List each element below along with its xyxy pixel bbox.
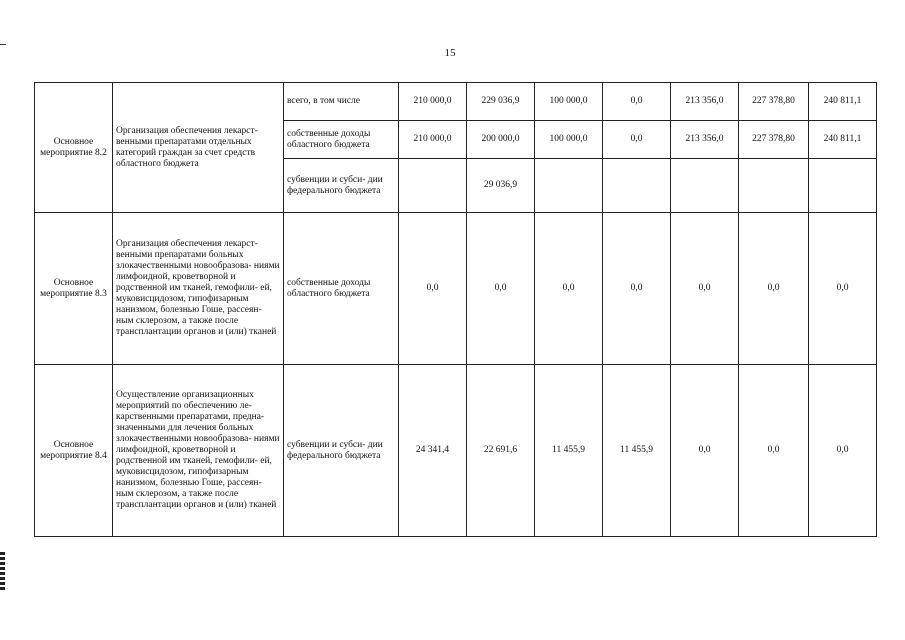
table-row xyxy=(35,83,877,121)
table-cell: 0,0 xyxy=(467,213,535,365)
scan-edge-mark xyxy=(0,552,5,590)
budget-table xyxy=(34,82,877,537)
table-cell xyxy=(399,159,467,213)
table-cell: 29 036,9 xyxy=(467,159,535,213)
table-row xyxy=(35,213,877,365)
table-cell: 0,0 xyxy=(603,121,671,159)
measure-description: Осуществление организационных мероприятий по обеспечению ле- карственными препаратами, предна- значенными для лечения больных злокачественными новообразова- ниями лимфоидной, кроветворной и родственной им тканей, гемофили- ей, муковисцидозом, гипофизарным нанизмом, болезнью Гоше, рассеян- ным склерозом, а также после трансплантации органов и (или) тканей xyxy=(113,365,284,537)
table-cell: 200 000,0 xyxy=(467,121,535,159)
table-cell: 0,0 xyxy=(535,213,603,365)
table-cell xyxy=(739,159,809,213)
table-cell: 240 811,1 xyxy=(809,83,877,121)
funding-source: субвенции и субси- дии федерального бюджета xyxy=(284,365,399,537)
table-cell: 0,0 xyxy=(671,365,739,537)
table-cell: 213 356,0 xyxy=(671,121,739,159)
scan-edge-mark xyxy=(0,44,6,45)
measure-label: Основное мероприятие 8.2 xyxy=(35,83,113,213)
table-cell xyxy=(535,159,603,213)
table-cell: 210 000,0 xyxy=(399,83,467,121)
table-cell xyxy=(809,159,877,213)
table-cell: 0,0 xyxy=(603,213,671,365)
page-number: 15 xyxy=(444,47,456,59)
table-cell: 0,0 xyxy=(671,213,739,365)
table-cell: 22 691,6 xyxy=(467,365,535,537)
table-cell: 0,0 xyxy=(739,365,809,537)
measure-description: Организация обеспечения лекарст- венными препаратами больных злокачественными новообразова- ниями лимфоидной, кроветворной и родственной им тканей, гемофили- ей, муковисцидозом, гипофизарным нанизмом, болезнью Гоше, рассеян- ным склерозом, а также после трансплантации органов и (или) тканей xyxy=(113,213,284,365)
funding-source: всего, в том числе xyxy=(284,83,399,121)
table-cell: 0,0 xyxy=(809,213,877,365)
table-cell xyxy=(603,159,671,213)
table-cell: 229 036,9 xyxy=(467,83,535,121)
table-cell: 227 378,80 xyxy=(739,121,809,159)
table-cell: 100 000,0 xyxy=(535,121,603,159)
table-cell: 11 455,9 xyxy=(603,365,671,537)
table-cell: 240 811,1 xyxy=(809,121,877,159)
table-cell: 0,0 xyxy=(809,365,877,537)
table-row xyxy=(35,365,877,537)
table-cell: 24 341,4 xyxy=(399,365,467,537)
funding-source: субвенции и субси- дии федерального бюджета xyxy=(284,159,399,213)
funding-source: собственные доходы областного бюджета xyxy=(284,121,399,159)
table-cell: 0,0 xyxy=(603,83,671,121)
table-cell: 11 455,9 xyxy=(535,365,603,537)
table-cell: 100 000,0 xyxy=(535,83,603,121)
table-cell: 227 378,80 xyxy=(739,83,809,121)
table-cell: 0,0 xyxy=(399,213,467,365)
table-cell: 0,0 xyxy=(739,213,809,365)
table-cell xyxy=(671,159,739,213)
measure-description: Организация обеспечения лекарст- венными препаратами отдельных категорий граждан за счет средств областного бюджета xyxy=(113,83,284,213)
measure-label: Основное мероприятие 8.4 xyxy=(35,365,113,537)
measure-label: Основное мероприятие 8.3 xyxy=(35,213,113,365)
funding-source: собственные доходы областного бюджета xyxy=(284,213,399,365)
table-cell: 213 356,0 xyxy=(671,83,739,121)
table-cell: 210 000,0 xyxy=(399,121,467,159)
